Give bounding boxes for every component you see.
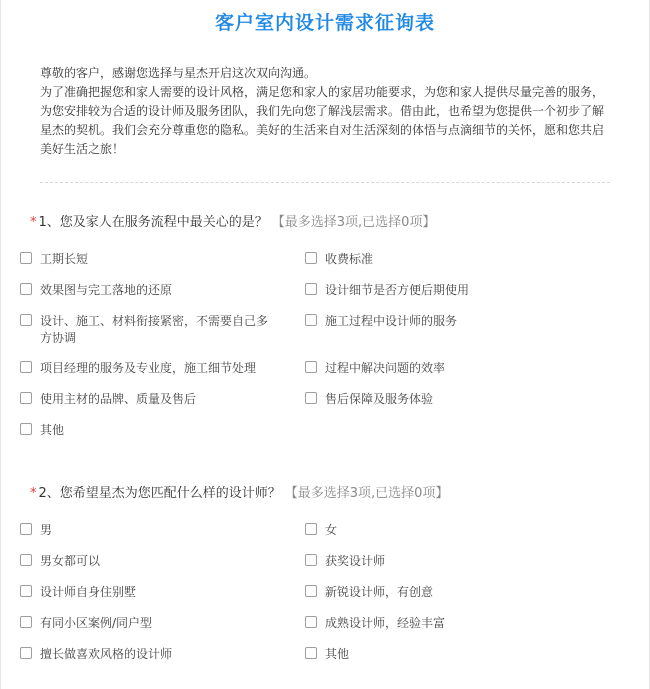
option-label: 其他 (325, 647, 350, 661)
section-divider (40, 182, 610, 183)
q1-option-3[interactable] (20, 282, 280, 299)
checkbox[interactable] (20, 314, 32, 326)
question-2-header (30, 484, 620, 504)
q1-option-11[interactable] (20, 422, 280, 439)
question-2-hint: 【最多选择3项,已选择0项】 (284, 486, 449, 501)
checkbox[interactable] (305, 314, 317, 326)
checkbox[interactable] (305, 392, 317, 404)
checkbox[interactable] (20, 523, 32, 535)
question-1-label: 1、您及家人在服务流程中最关心的是？ (38, 215, 268, 230)
option-label: 男 (40, 523, 53, 537)
option-label: 效果图与完工落地的还原 (40, 283, 173, 297)
q2-option-3[interactable] (20, 553, 280, 570)
q2-option-2[interactable] (305, 522, 565, 539)
q1-option-1[interactable] (20, 251, 280, 268)
option-label: 有同小区案例/同户型 (40, 616, 153, 630)
q2-option-4[interactable] (305, 553, 565, 570)
checkbox[interactable] (20, 361, 32, 373)
q2-option-1[interactable] (20, 522, 280, 539)
option-label: 设计细节是否方便后期使用 (325, 283, 470, 297)
option-label: 擅长做喜欢风格的设计师 (40, 647, 173, 661)
checkbox[interactable] (20, 554, 32, 566)
option-label: 过程中解决问题的效率 (325, 361, 446, 375)
option-label: 成熟设计师，经验丰富 (325, 616, 446, 630)
checkbox[interactable] (305, 647, 317, 659)
q1-option-4[interactable] (305, 282, 565, 299)
checkbox[interactable] (20, 283, 32, 295)
checkbox[interactable] (305, 585, 317, 597)
page-border-left (0, 0, 1, 689)
page-title: 客户室内设计需求征询表 (214, 12, 435, 34)
q2-option-7[interactable] (20, 615, 280, 632)
q2-option-8[interactable] (305, 615, 565, 632)
required-mark: * (30, 486, 37, 501)
q1-option-6[interactable] (305, 313, 565, 330)
intro-greeting: 尊敬的客户，感谢您选择与星杰开启这次双向沟通。 (40, 66, 317, 80)
option-label: 售后保障及服务体验 (325, 392, 434, 406)
question-1 (30, 213, 620, 233)
option-label: 工期长短 (40, 252, 89, 266)
q2-option-9[interactable] (20, 646, 280, 663)
checkbox[interactable] (20, 392, 32, 404)
option-label: 女 (325, 523, 338, 537)
required-mark: * (30, 215, 37, 230)
checkbox[interactable] (20, 423, 32, 435)
checkbox[interactable] (20, 616, 32, 628)
checkbox[interactable] (305, 361, 317, 373)
option-label: 施工过程中设计师的服务 (325, 314, 458, 328)
option-label: 其他 (40, 423, 65, 437)
q1-option-9[interactable] (20, 391, 280, 408)
checkbox[interactable] (20, 585, 32, 597)
q1-option-5[interactable] (20, 313, 270, 347)
checkbox[interactable] (20, 647, 32, 659)
checkbox[interactable] (20, 252, 32, 264)
checkbox[interactable] (305, 616, 317, 628)
intro-text (40, 64, 610, 159)
q2-option-10[interactable] (305, 646, 565, 663)
question-2 (30, 484, 620, 504)
option-label: 收费标准 (325, 252, 374, 266)
q1-option-10[interactable] (305, 391, 565, 408)
q1-option-2[interactable] (305, 251, 565, 268)
option-label: 使用主材的品牌、质量及售后 (40, 392, 197, 406)
question-2-label: 2、您希望星杰为您匹配什么样的设计师？ (38, 486, 281, 501)
q2-option-6[interactable] (305, 584, 565, 601)
checkbox[interactable] (305, 554, 317, 566)
option-label: 获奖设计师 (325, 554, 386, 568)
question-1-hint: 【最多选择3项,已选择0项】 (271, 215, 436, 230)
checkbox[interactable] (305, 252, 317, 264)
option-label: 设计师自身住别墅 (40, 585, 137, 599)
option-label: 新锐设计师，有创意 (325, 585, 434, 599)
intro-body: 为了准确把握您和家人需要的设计风格，满足您和家人的家居功能要求，为您和家人提供尽量完善的服务，为您安排较为合适的设计师及服务团队，我们先向您了解浅层需求。借由此，也希望为您提供一个初步了解星杰的契机。我们会充分尊重您的隐私。美好的生活来自对生活深刻的体悟与点滴细节的关怀，愿和您共启美好生活之旅！ (40, 85, 605, 156)
checkbox[interactable] (305, 523, 317, 535)
q1-option-8[interactable] (305, 360, 565, 377)
option-label: 项目经理的服务及专业度，施工细节处理 (40, 361, 257, 375)
q1-option-7[interactable] (20, 360, 280, 377)
option-label: 设计、施工、材料衔接紧密，不需要自己多方协调 (40, 314, 269, 345)
option-label: 男女都可以 (40, 554, 101, 568)
question-1-header (30, 213, 620, 233)
q2-option-5[interactable] (20, 584, 280, 601)
checkbox[interactable] (305, 283, 317, 295)
